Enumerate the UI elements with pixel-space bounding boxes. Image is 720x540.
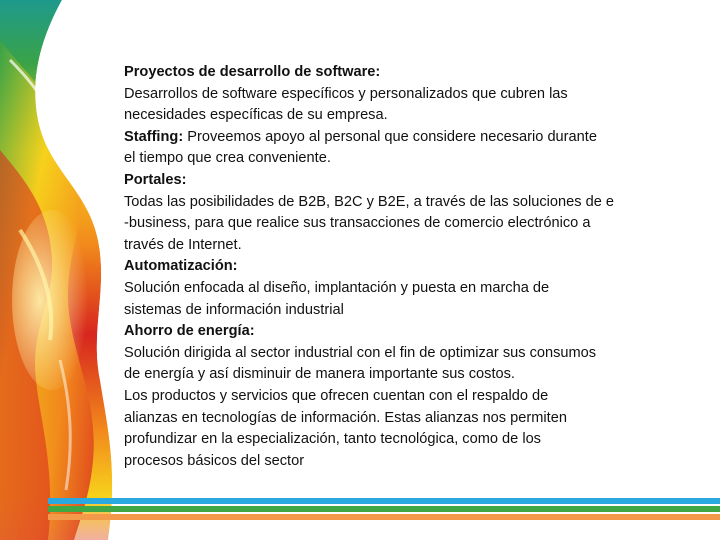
text-line: procesos básicos del sector [124, 452, 305, 469]
paragraph-portals [124, 170, 669, 256]
heading-portals: Portales: [124, 171, 187, 188]
stripe-orange [48, 514, 720, 520]
text-line: Proveemos apoyo al personal que considere necesario durante [183, 128, 597, 145]
heading-automation: Automatización: [124, 258, 238, 275]
text-line: necesidades específicas de su empresa. [124, 107, 388, 124]
text-line: través de Internet. [124, 236, 242, 253]
text-line: Los productos y servicios que ofrecen cuentan con el respaldo de [124, 387, 549, 404]
stripe-blue [48, 498, 720, 504]
paragraph-software-projects [124, 62, 669, 127]
text-line: Todas las posibilidades de B2B, B2C y B2E, a través de las soluciones de e [124, 193, 614, 210]
text-line: Solución enfocada al diseño, implantación y puesta en marcha de [124, 279, 550, 296]
text-line: alianzas en tecnologías de información. Estas alianzas nos permiten [124, 409, 567, 426]
stripe-green [48, 506, 720, 512]
paragraph-automation [124, 256, 669, 321]
paragraph-alliances [124, 386, 669, 472]
text-line: -business, para que realice sus transacciones de comercio electrónico a [124, 215, 591, 232]
text-block [124, 62, 669, 472]
text-line: el tiempo que crea conveniente. [124, 150, 331, 167]
colorful-swirl-decoration [0, 0, 140, 540]
text-line: sistemas de información industrial [124, 301, 344, 318]
text-line: profundizar en la especialización, tanto tecnológica, como de los [124, 431, 541, 448]
paragraph-energy-saving [124, 321, 669, 386]
text-line: de energía y así disminuir de manera importante sus costos. [124, 366, 515, 383]
heading-staffing: Staffing: [124, 128, 184, 145]
text-line: Solución dirigida al sector industrial con el fin de optimizar sus consumos [124, 344, 597, 361]
footer-stripes [48, 498, 720, 522]
paragraph-staffing [124, 127, 669, 170]
heading-energy-saving: Ahorro de energía: [124, 323, 255, 340]
heading-software-projects: Proyectos de desarrollo de software: [124, 64, 381, 80]
text-line: Desarrollos de software específicos y personalizados que cubren las [124, 85, 568, 102]
